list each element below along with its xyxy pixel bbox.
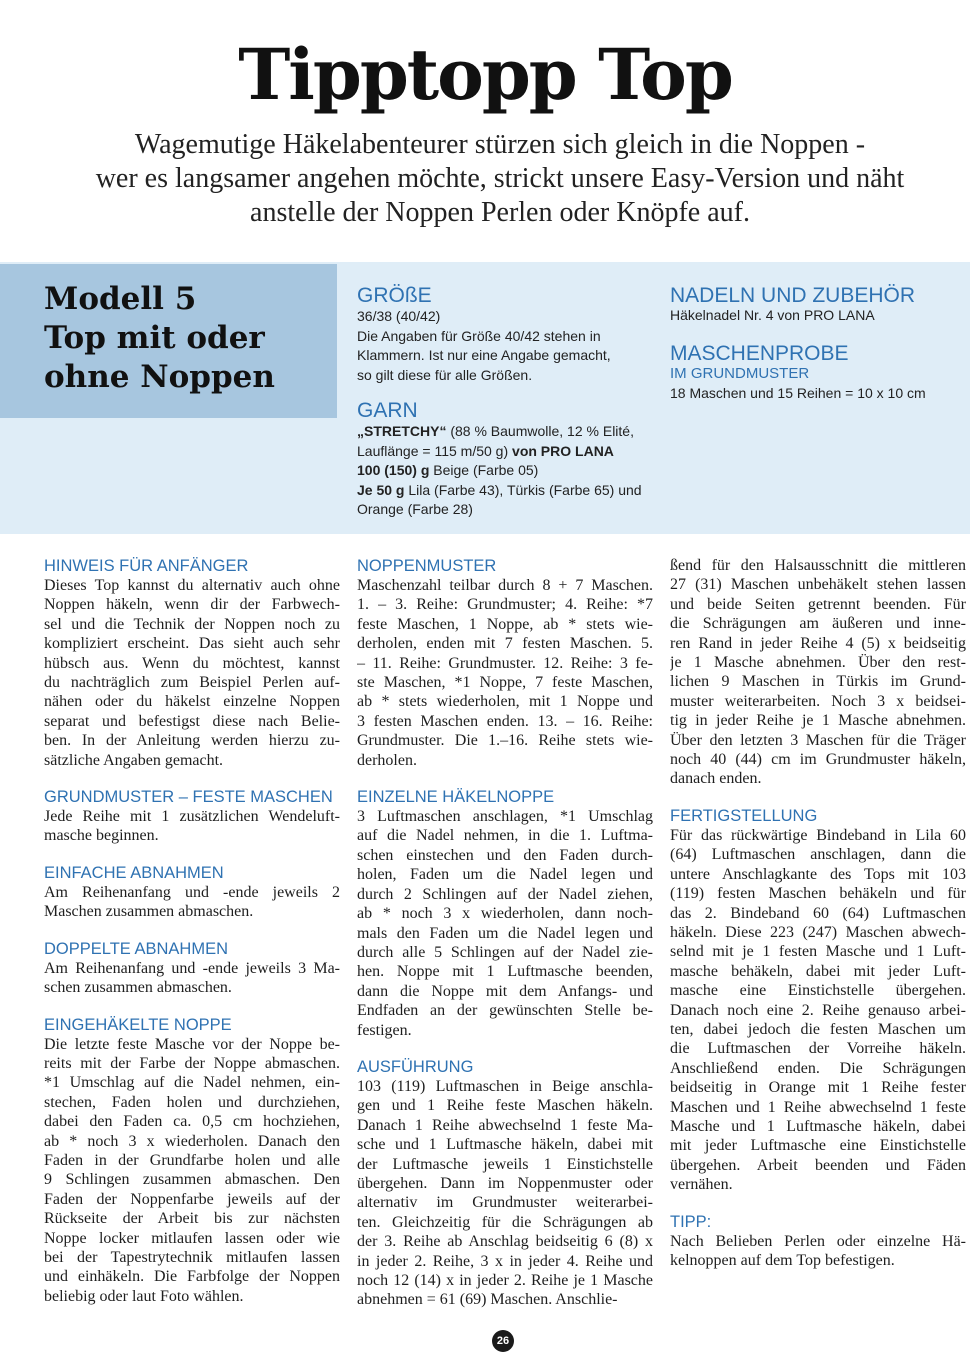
yarn-amount: Je 50 g xyxy=(357,481,405,498)
text-line: tig in jeder Reihe je 1 Masche abnehmen. xyxy=(670,712,966,730)
text-section xyxy=(44,939,340,998)
section-heading: HINWEIS FÜR ANFÄNGER xyxy=(44,557,249,575)
page-title: Tipptopp Top xyxy=(238,33,732,116)
text-line: 3 Luftmaschen anschlagen, *1 Umschlag xyxy=(357,808,653,826)
text-line: ab * noch 3 x wiederholen, dann noch- xyxy=(357,905,653,923)
text-section xyxy=(44,1015,340,1307)
text-line: beliebig oder laut Foto wählen. xyxy=(44,1287,244,1305)
text-line: mals den Faden um die Nadel legen und xyxy=(357,924,653,942)
model-line: Modell 5 xyxy=(44,281,197,317)
text-line: derholen. xyxy=(357,751,417,769)
text-line: masche behäkeln, dabei mit jeder Luft- xyxy=(670,962,966,980)
text-section xyxy=(357,787,653,1040)
text-line: die Schrägungen am äußeren und inne- xyxy=(670,615,966,633)
yarn-brand: von PRO LANA xyxy=(512,442,614,459)
text-line: holen, Faden um die Nadel legen und xyxy=(357,866,653,884)
yarn-info xyxy=(357,422,642,520)
text-line: schen zusammen abmaschen. xyxy=(44,979,232,997)
yarn-line xyxy=(357,422,642,442)
text-line: gen und 1 Reihe feste Maschen häkeln. xyxy=(357,1097,653,1115)
section-heading: FERTIGSTELLUNG xyxy=(670,806,818,825)
text-line: (119) festen Maschen behäkeln und für xyxy=(670,885,966,903)
text-line: Danach 1 Reihe abwechselnd 1 feste Ma- xyxy=(357,1116,653,1134)
gauge-subheading: IM GRUNDMUSTER xyxy=(670,365,810,382)
text-line: masche beginnen. xyxy=(44,827,159,845)
section-heading: NOPPENMUSTER xyxy=(357,557,497,575)
text-line: Dieses Top kannst du alternativ auch ohne xyxy=(44,577,340,594)
yarn-line xyxy=(357,481,642,501)
text-line: Noppe locker mitlaufen lassen oder wie xyxy=(44,1229,340,1247)
text-line: selnd mit je 1 festen Masche und 1 Luft- xyxy=(670,943,966,961)
section-heading: EINGEHÄKELTE NOPPE xyxy=(44,1015,232,1034)
text-section xyxy=(357,556,653,770)
text-line: Faden in der Grundfarbe holen und alle xyxy=(44,1151,340,1169)
model-title xyxy=(44,280,275,397)
text-line: sätzliche Angaben gemacht. xyxy=(44,751,224,769)
intro-line: Wagemutige Häkelabenteurer stürzen sich gleich in die Noppen - xyxy=(134,129,866,160)
section-heading: TIPP: xyxy=(670,1212,712,1231)
yarn-line: Orange (Farbe 28) xyxy=(357,501,473,517)
yarn-line xyxy=(357,461,642,481)
section-heading: GRUNDMUSTER – FESTE MASCHEN xyxy=(44,788,333,807)
text-line: lichen 9 Maschen in Türkis im Grund- xyxy=(670,673,966,691)
model-line: Top mit oder xyxy=(44,320,265,356)
text-line: mit jeder Luftmasche eine Einstichstelle xyxy=(670,1137,966,1155)
text-line: muster weiterarbeiten. Noch 3 x beidsei- xyxy=(670,692,966,710)
intro-line: anstelle der Noppen Perlen oder Knöpfe auf. xyxy=(250,197,750,228)
yarn-amount: 100 (150) g xyxy=(357,462,430,478)
text-line: in jeder 2. Reihe, 3 x in jeder 4. Reihe und xyxy=(357,1252,653,1270)
text-line: – 11. Reihe: Grundmuster. 12. Reihe: 3 fe- xyxy=(357,654,653,672)
text-line: Maschen zusammen abmaschen. xyxy=(44,903,254,921)
yarn-length: Lauflänge = 115 m/50 g) xyxy=(357,442,513,459)
text-line: ab * stets wiederholen, mit 1 Noppe und xyxy=(357,693,653,711)
text-line: 1. – 3. Reihe: Grundmuster; 4. Reihe: *7 xyxy=(357,596,653,614)
text-line: ste Maschen, *1 Noppe, 7 feste Maschen, xyxy=(357,674,653,692)
yarn-composition: (88 % Baumwolle, 12 % Elité, xyxy=(446,423,634,439)
text-line: schen einstechen und den Faden durch- xyxy=(357,846,653,864)
column-middle xyxy=(357,556,653,1327)
text-line: danach enden. xyxy=(670,770,762,788)
size-line: 36/38 (40/42) xyxy=(357,308,441,324)
text-line: ten. Gleichzeitig für die Schrägungen ab xyxy=(357,1213,653,1231)
text-line: noch 40 (44) cm im Grundmuster häkeln, xyxy=(670,751,966,769)
size-info xyxy=(357,307,611,385)
text-line: auf die Nadel nehmen, in die 1. Luftma- xyxy=(357,827,653,845)
text-line: ßend für den Halsausschnitt die mittleren xyxy=(670,557,966,574)
text-line: reits mit der Farbe der Noppe abmaschen. xyxy=(44,1054,340,1072)
text-line: 9 Schlingen zusammen abmaschen. Den xyxy=(44,1171,340,1189)
text-line: kelnoppen auf dem Top befestigen. xyxy=(670,1252,895,1269)
text-section xyxy=(357,1057,653,1310)
text-line: (64) Luftmaschen anschlagen, dann die xyxy=(670,846,966,864)
text-line: masche eine Einstichstelle übergehen. xyxy=(670,982,966,1000)
text-line: je 1 Masche abnehmen. Über den rest- xyxy=(670,654,966,672)
size-heading: GRÖßE xyxy=(357,284,432,307)
text-line: kompliziert erscheint. Das sieht auch sehr xyxy=(44,635,340,653)
section-heading: AUSFÜHRUNG xyxy=(357,1057,474,1076)
text-line: ben. In der Anleitung werden hierzu zu- xyxy=(44,732,340,750)
text-line: übergehen. Dann im Noppenmuster oder xyxy=(357,1174,653,1192)
text-line: stechen, Faden holen und durchziehen, xyxy=(44,1093,340,1111)
text-line: 103 (119) Luftmaschen in Beige anschla- xyxy=(357,1077,653,1095)
intro-text xyxy=(60,128,940,230)
text-line: sel und die Technik der Noppen noch zu xyxy=(44,615,340,633)
text-line: Noppen häkeln, wenn dir der Farbwech- xyxy=(44,596,340,614)
text-line: häkeln. Diese 223 (247) Maschen abwech- xyxy=(670,923,966,941)
text-line: Endfaden an der gewünschten Stelle be- xyxy=(357,1002,653,1020)
text-line: Masche und 1 Luftmasche häkeln, dabei xyxy=(670,1117,966,1135)
needles-text: Häkelnadel Nr. 4 von PRO LANA xyxy=(670,307,875,323)
text-line: bei der Tapestrytechnik mitlaufen lassen xyxy=(44,1248,340,1266)
section-heading: EINFACHE ABNAHMEN xyxy=(44,863,224,882)
text-line: separat und befestigst diese nach Belie- xyxy=(44,712,340,730)
text-line: vernähen. xyxy=(670,1176,733,1194)
text-line: ab * noch 3 x wiederholen. Danach den xyxy=(44,1132,340,1150)
text-line: noch 12 (14) x in jeder 2. Reihe je 1 Masche xyxy=(357,1272,653,1289)
text-section xyxy=(44,556,340,770)
text-line: Die letzte feste Masche vor der Noppe be- xyxy=(44,1035,340,1053)
text-line: Über den letzten 3 Maschen für die Träger xyxy=(670,731,966,749)
text-line: und beide Seiten getrennt beenden. Für xyxy=(670,595,966,613)
text-line: nähen oder du häkelst einzelne Noppen xyxy=(44,693,340,711)
yarn-colors: Lila (Farbe 43), Türkis (Farbe 65) und xyxy=(404,481,642,498)
text-line: dann die Noppe mit dem Anfangs- und xyxy=(357,982,653,1000)
page-number: 26 xyxy=(492,1330,514,1352)
text-section xyxy=(670,556,966,789)
text-line: Rückseite der Arbeit bis zur nächsten xyxy=(44,1210,340,1228)
text-line: durch alle 5 Schlingen auf der Nadel zie- xyxy=(357,943,653,961)
text-section xyxy=(44,787,340,846)
text-line: untere Anschlagkante des Tops mit 103 xyxy=(670,865,966,883)
text-line: Grundmuster. Die 1.–16. Reihe stets wie- xyxy=(357,732,653,750)
text-line: die Luftmaschen der Vorreihe häkeln. xyxy=(670,1040,966,1058)
text-line: sche und 1 Luftmasche häkeln, dabei mit xyxy=(357,1136,653,1154)
text-line: Danach noch eine 2. Reihe genauso arbei- xyxy=(670,1001,966,1019)
text-line: Maschen und 1 Reihe abwechselnd 1 feste xyxy=(670,1098,966,1116)
yarn-color: Beige (Farbe 05) xyxy=(429,462,539,478)
section-heading: DOPPELTE ABNAHMEN xyxy=(44,939,228,958)
text-line: abnehmen = 61 (69) Maschen. Anschlie- xyxy=(357,1291,618,1309)
text-line: Nach Belieben Perlen oder einzelne Hä- xyxy=(670,1232,966,1250)
text-line: Maschenzahl teilbar durch 8 + 7 Maschen. xyxy=(357,577,653,594)
text-line: übergehen. Arbeit beenden und Fäden xyxy=(670,1156,966,1174)
text-line: Am Reihenanfang und -ende jeweils 3 Ma- xyxy=(44,959,340,977)
size-line: so gilt diese für alle Größen. xyxy=(357,366,533,383)
text-line: *1 Umschlag auf die Nadel nehmen, ein- xyxy=(44,1074,340,1092)
text-section xyxy=(670,1212,966,1271)
text-line: Anschließend enden. Die Schrägungen xyxy=(670,1059,966,1077)
text-line: Für das rückwärtige Bindeband in Lila 60 xyxy=(670,826,966,844)
column-right xyxy=(670,556,966,1287)
text-line: alternativ im Grundmuster weiterarbei- xyxy=(357,1194,653,1212)
text-line: dabei den Faden ca. 0,5 cm hochziehen, xyxy=(44,1113,340,1131)
needles-heading: NADELN UND ZUBEHÖR xyxy=(670,284,916,307)
text-line: feste Maschen, 1 Noppe, ab * stets wie- xyxy=(357,615,653,633)
text-line: der 3. Reihe ab Anschlag beidseitig 6 (8) x xyxy=(357,1233,653,1251)
text-line: der Luftmasche jeweils 1 Einstichstelle xyxy=(357,1155,653,1173)
text-line: hübsch aus. Wenn du möchtest, kannst xyxy=(44,654,340,672)
text-section xyxy=(44,863,340,922)
gauge-heading: MASCHENPROBE xyxy=(670,342,849,365)
intro-line: wer es langsamer angehen möchte, strickt unsere Easy-Version und näht xyxy=(95,163,905,194)
text-line: Faden der Noppenfarbe jeweils auf der xyxy=(44,1190,340,1208)
text-line: das 2. Bindeband 60 (64) Luftmaschen xyxy=(670,904,966,922)
gauge-text: 18 Maschen und 15 Reihen = 10 x 10 cm xyxy=(670,385,926,401)
text-line: und einhäkeln. Die Farbfolge der Noppen xyxy=(44,1268,340,1286)
text-line: hen. Noppe mit 1 Luftmasche beenden, xyxy=(357,963,653,981)
text-line: ren Rand in jeder Reihe 4 (5) x beidseitig xyxy=(670,634,966,652)
model-line: ohne Noppen xyxy=(44,359,275,395)
text-section xyxy=(670,806,966,1195)
text-line: Am Reihenanfang und -ende jeweils 2 xyxy=(44,883,340,901)
text-line: 27 (31) Maschen unbehäkelt stehen lassen xyxy=(670,576,966,594)
size-line: Klammern. Ist nur eine Angabe gemacht, xyxy=(357,347,611,363)
text-line: 3 festen Maschen enden. 13. – 16. Reihe: xyxy=(357,712,653,730)
text-line: derholen, enden mit 7 festen Maschen. 5. xyxy=(357,635,653,653)
text-line: festigen. xyxy=(357,1021,412,1039)
text-line: beidseitig in Orange mit 1 Reihe fester xyxy=(670,1079,966,1097)
yarn-name: „STRETCHY“ xyxy=(357,423,447,439)
yarn-heading: GARN xyxy=(357,399,418,422)
text-line: durch 2 Schlingen auf der Nadel ziehen, xyxy=(357,885,653,903)
column-left xyxy=(44,556,340,1323)
yarn-line xyxy=(357,442,642,462)
size-line: Die Angaben für Größe 40/42 stehen in xyxy=(357,327,601,344)
text-line: Jede Reihe mit 1 zusätzlichen Wendeluft- xyxy=(44,808,340,826)
text-line: ten, dabei jedoch die festen Maschen um xyxy=(670,1020,966,1038)
text-line: du nachträglich zum Beispiel Perlen auf- xyxy=(44,674,340,692)
section-heading: EINZELNE HÄKELNOPPE xyxy=(357,788,555,807)
